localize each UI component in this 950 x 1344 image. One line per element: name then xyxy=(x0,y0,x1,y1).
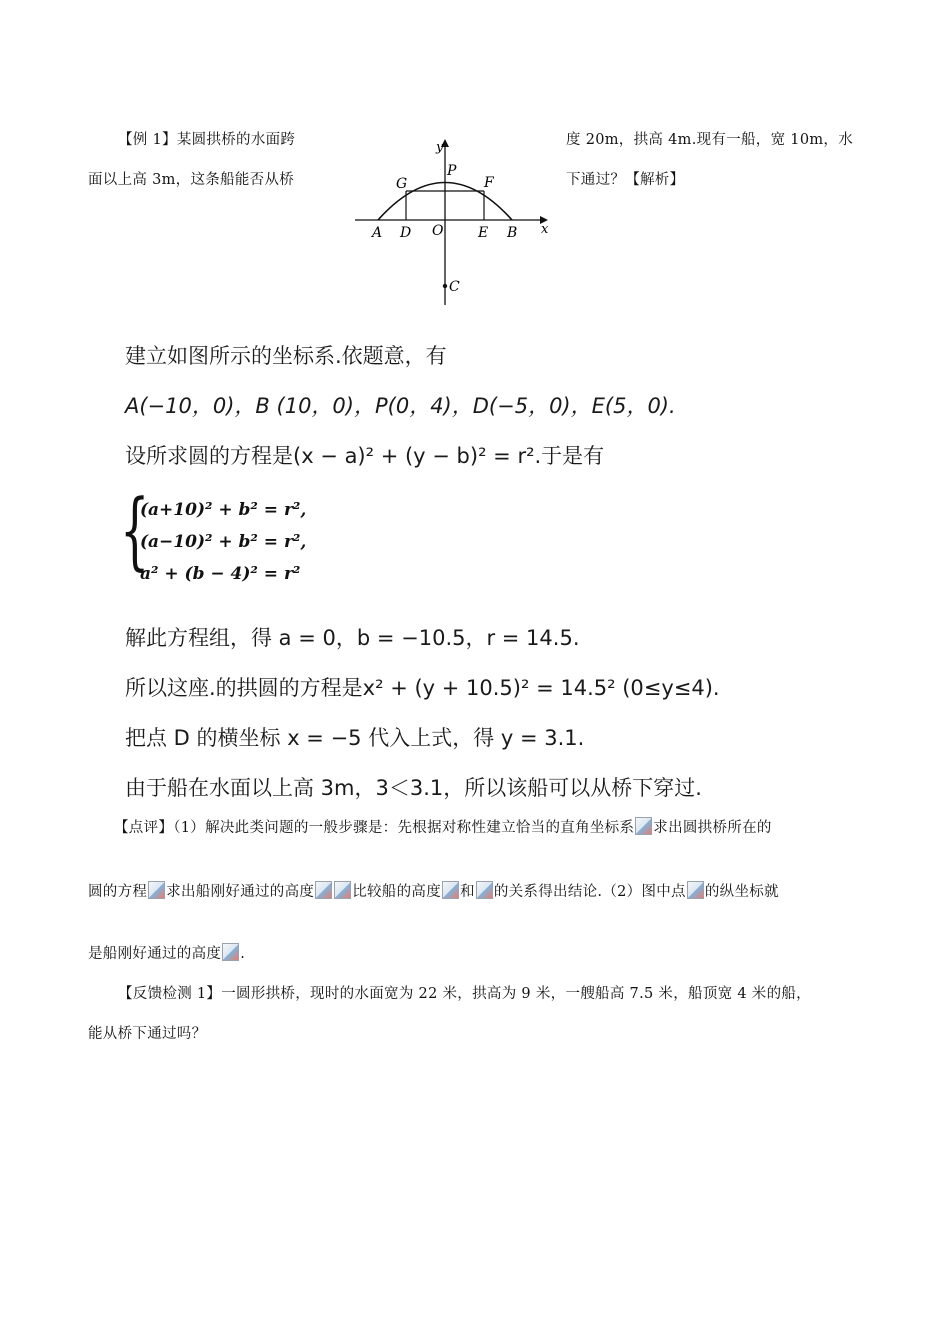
broken-image-icon xyxy=(635,817,652,835)
example-line2-right: 下通过？【解析】 xyxy=(566,172,685,188)
label-B: B xyxy=(507,225,518,241)
broken-image-icon xyxy=(222,943,239,961)
comment-text-3b: . xyxy=(240,946,246,962)
comment-line-1 xyxy=(114,816,772,837)
label-F: F xyxy=(484,175,494,191)
equation-3: a² + (b − 4)² = r² xyxy=(140,564,301,584)
comment-text-1b: 求出圆拱桥所在的 xyxy=(653,820,772,836)
broken-image-icon xyxy=(442,881,459,899)
label-C: C xyxy=(449,279,460,295)
comment-text-2d: 和 xyxy=(460,884,475,900)
feedback-line-2: 能从桥下通过吗？ xyxy=(88,1026,207,1042)
system-brace: { xyxy=(120,481,150,579)
comment-text-1: 【点评】（1）解决此类问题的一般步骤是：先根据对称性建立恰当的直角坐标系 xyxy=(114,820,635,836)
label-D: D xyxy=(400,225,412,241)
label-G: G xyxy=(396,176,408,192)
example-line1-left: 【例 1】某圆拱桥的水面跨 xyxy=(118,132,296,148)
solution-line-1: 建立如图所示的坐标系.依题意，有 xyxy=(125,344,447,368)
broken-image-icon xyxy=(148,881,165,899)
label-E: E xyxy=(478,225,489,241)
arch-bridge-figure xyxy=(350,135,555,310)
comment-text-2e: 的关系得出结论.（2）图中点 xyxy=(493,884,686,900)
equation-1: (a+10)² + b² = r², xyxy=(140,500,307,520)
feedback-line-1: 【反馈检测 1】一圆形拱桥，现时的水面宽为 22 米，拱高为 9 米，一艘船高 7.5 米，船顶宽 4 米的船， xyxy=(118,986,811,1002)
equation-2: (a−10)² + b² = r², xyxy=(140,532,307,552)
comment-line-3 xyxy=(88,942,245,963)
comment-text-2f: 的纵坐标就 xyxy=(704,884,779,900)
solution-line-3: 设所求圆的方程是(x − a)² + (y − b)² = r².于是有 xyxy=(125,444,605,468)
example-line2-left: 面以上高 3m，这条船能否从桥 xyxy=(88,172,295,188)
label-x: x xyxy=(541,222,549,237)
comment-text-2b: 求出船刚好通过的高度 xyxy=(166,884,315,900)
label-P: P xyxy=(447,163,457,179)
broken-image-icon xyxy=(334,881,351,899)
solution-line-2: A(−10，0)，B (10，0)，P(0，4)，D(−5，0)，E(5，0). xyxy=(125,394,676,418)
broken-image-icon xyxy=(315,881,332,899)
example-line1-right: 度 20m，拱高 4m.现有一船，宽 10m，水 xyxy=(566,132,854,148)
solution-line-4: 解此方程组，得 a = 0，b = −10.5，r = 14.5. xyxy=(125,626,580,650)
broken-image-icon xyxy=(687,881,704,899)
comment-text-2c: 比较船的高度 xyxy=(352,884,442,900)
label-A: A xyxy=(372,225,383,241)
comment-text-2a: 圆的方程 xyxy=(88,884,148,900)
broken-image-icon xyxy=(476,881,493,899)
solution-line-6: 把点 D 的横坐标 x = −5 代入上式，得 y = 3.1. xyxy=(125,726,585,750)
comment-line-2 xyxy=(88,880,779,901)
comment-text-3a: 是船刚好通过的高度 xyxy=(88,946,222,962)
label-y: y xyxy=(436,140,444,155)
solution-line-7: 由于船在水面以上高 3m，3＜3.1，所以该船可以从桥下穿过. xyxy=(125,776,702,800)
solution-line-5: 所以这座.的拱圆的方程是x² + (y + 10.5)² = 14.5² (0≤y≤4). xyxy=(125,676,720,700)
label-O: O xyxy=(432,223,444,239)
